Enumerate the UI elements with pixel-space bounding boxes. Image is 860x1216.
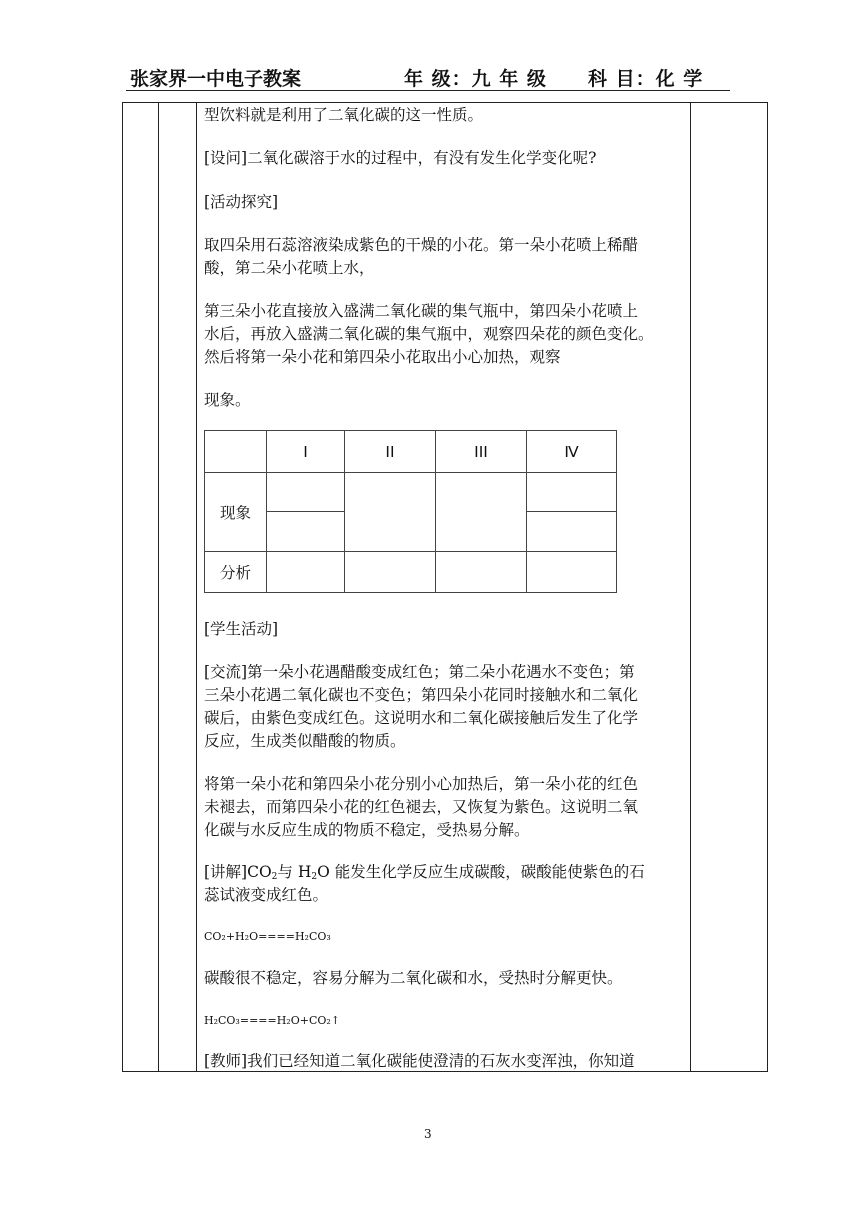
- text-line: 碳酸很不稳定，容易分解为二氧化碳和水，受热时分解更快。: [204, 969, 623, 987]
- subscript: 2: [311, 872, 318, 882]
- table-cell: [267, 512, 345, 552]
- subscript: 2: [271, 872, 278, 882]
- text-line: 将第一朵小花和第四朵小花分别小心加热后，第一朵小花的红色: [204, 775, 639, 793]
- header-subject: 科 目：化 学: [588, 68, 704, 90]
- text-line: 现象。: [204, 391, 251, 409]
- experiment-table: [204, 430, 617, 593]
- table-corner-cell: [205, 431, 267, 473]
- header-school: 张家界一中电子教案: [130, 68, 302, 90]
- lecture-text-a: [讲解]CO: [204, 863, 272, 881]
- table-cell: [436, 473, 527, 552]
- text-line: 未褪去，而第四朵小花的红色褪去，又恢复为紫色。这说明二氧: [204, 798, 639, 816]
- lecture-text-c: O 能发生化学反应生成碳酸，碳酸能使紫色的石: [317, 863, 645, 881]
- text-line: 酸，第二朵小花喷上水，: [204, 259, 375, 277]
- table-cell: [267, 473, 345, 512]
- header-grade: 年 级：九 年 级: [404, 68, 547, 90]
- column-divider: [196, 102, 197, 1072]
- question-line: [设问]二氧化碳溶于水的过程中，有没有发生化学变化呢?: [204, 149, 597, 167]
- table-header-cell: II: [345, 431, 436, 473]
- table-header-cell: Ⅳ: [527, 431, 617, 473]
- table-header-cell: III: [436, 431, 527, 473]
- student-activity-heading: [学生活动]: [204, 620, 279, 638]
- activity-heading: [活动探究]: [204, 193, 279, 211]
- text-line: 取四朵用石蕊溶液染成紫色的干燥的小花。第一朵小花喷上稀醋: [204, 236, 639, 254]
- text-line: [交流]第一朵小花遇醋酸变成红色；第二朵小花遇水不变色；第: [204, 663, 635, 681]
- text-line: 蕊试液变成红色。: [204, 886, 329, 904]
- table-header-cell: I: [267, 431, 345, 473]
- table-row-label: 现象: [205, 473, 267, 552]
- column-divider: [690, 102, 691, 1072]
- column-divider: [158, 102, 159, 1072]
- text-line: 反应，生成类似醋酸的物质。: [204, 732, 406, 750]
- text-line: 化碳与水反应生成的物质不稳定，受热易分解。: [204, 821, 530, 839]
- table-cell: [345, 473, 436, 552]
- table-cell: [527, 473, 617, 512]
- text-line: [教师]我们已经知道二氧化碳能使澄清的石灰水变浑浊，你知道: [204, 1052, 635, 1070]
- text-line: 水后，再放入盛满二氧化碳的集气瓶中，观察四朵花的颜色变化。: [204, 325, 654, 343]
- text-line: 三朵小花遇二氧化碳也不变色；第四朵小花同时接触水和二氧化: [204, 686, 639, 704]
- table-cell: [527, 552, 617, 593]
- text-line: 然后将第一朵小花和第四朵小花取出小心加热，观察: [204, 348, 561, 366]
- page-number: 3: [424, 1127, 432, 1141]
- page-header: [126, 62, 730, 91]
- table-cell: [527, 512, 617, 552]
- table-cell: [267, 552, 345, 593]
- text-line: 型饮料就是利用了二氧化碳的这一性质。: [204, 106, 484, 124]
- lecture-text-b: 与 H: [277, 863, 312, 881]
- text-line: 第三朵小花直接放入盛满二氧化碳的集气瓶中，第四朵小花喷上: [204, 302, 639, 320]
- text-line: 碳后，由紫色变成红色。这说明水和二氧化碳接触后发生了化学: [204, 709, 639, 727]
- equation-formation: CO₂+H₂O====H₂CO₃: [204, 930, 331, 943]
- table-cell: [345, 552, 436, 593]
- equation-decomposition: H₂CO₃====H₂O+CO₂↑: [204, 1014, 341, 1027]
- table-row-label: 分析: [205, 552, 267, 593]
- table-cell: [436, 552, 527, 593]
